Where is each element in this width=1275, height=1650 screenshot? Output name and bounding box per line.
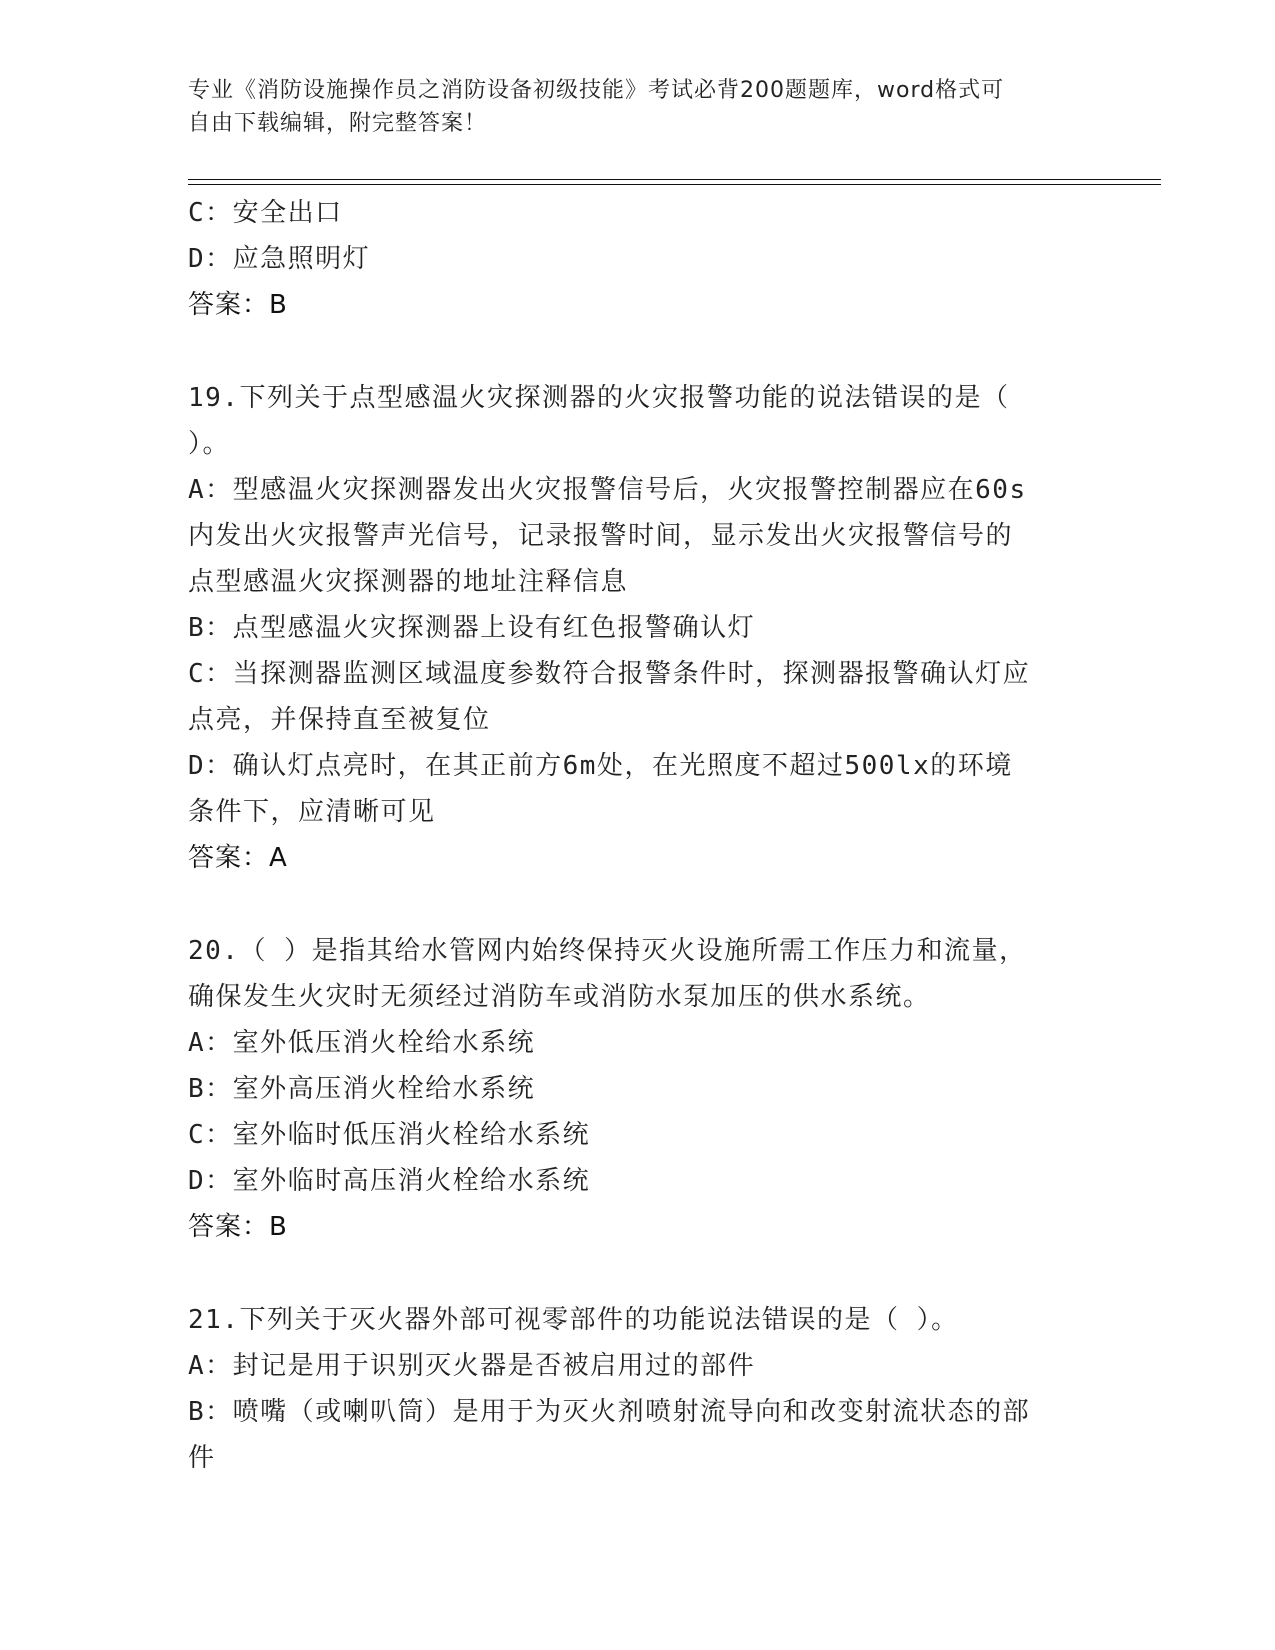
option-a-continued: 内发出火灾报警声光信号，记录报警时间，显示发出火灾报警信号的 <box>188 521 1014 551</box>
header-divider-top <box>188 179 1161 180</box>
question-content <box>188 190 1088 1481</box>
header-line-2: 自由下载编辑，附完整答案！ <box>188 111 488 136</box>
question-18-tail <box>188 190 1088 328</box>
answer-line: 答案：B <box>188 290 288 320</box>
answer-line: 答案：B <box>188 1212 288 1242</box>
option-a: A：封记是用于识别灭火器是否被启用过的部件 <box>188 1351 756 1381</box>
question-19 <box>188 375 1088 881</box>
option-b: B：点型感温火灾探测器上设有红色报警确认灯 <box>188 613 756 643</box>
option-d: D：确认灯点亮时，在其正前方6m处，在光照度不超过500lx的环境 <box>188 751 1013 781</box>
header-divider-bottom <box>188 184 1161 185</box>
spacer <box>188 1250 1088 1297</box>
option-c: C：安全出口 <box>188 198 343 228</box>
option-c-continued: 点亮，并保持直至被复位 <box>188 705 491 735</box>
option-a: A：室外低压消火栓给水系统 <box>188 1028 536 1058</box>
option-b: B：室外高压消火栓给水系统 <box>188 1074 536 1104</box>
spacer <box>188 881 1088 928</box>
question-21 <box>188 1297 1088 1481</box>
option-d: D：应急照明灯 <box>188 244 371 274</box>
option-d: D：室外临时高压消火栓给水系统 <box>188 1166 591 1196</box>
header-line-1: 专业《消防设施操作员之消防设备初级技能》考试必背200题题库，word格式可 <box>188 78 1005 103</box>
option-b: B：喷嘴（或喇叭筒）是用于为灭火剂喷射流导向和改变射流状态的部 <box>188 1397 1031 1427</box>
question-stem-continued: 确保发生火灾时无须经过消防车或消防水泵加压的供水系统。 <box>188 982 931 1012</box>
spacer <box>188 328 1088 375</box>
document-header <box>188 74 1088 140</box>
option-b-continued: 件 <box>188 1443 216 1473</box>
option-a: A：型感温火灾探测器发出火灾报警信号后，火灾报警控制器应在60s <box>188 475 1027 505</box>
option-a-continued: 点型感温火灾探测器的地址注释信息 <box>188 567 629 597</box>
answer-line: 答案：A <box>188 843 288 873</box>
question-stem-continued: ）。 <box>188 429 231 459</box>
question-stem: 19.下列关于点型感温火灾探测器的火灾报警功能的说法错误的是（ <box>188 383 1010 413</box>
option-d-continued: 条件下，应清晰可见 <box>188 797 436 827</box>
question-stem: 20.（ ）是指其给水管网内始终保持灭火设施所需工作压力和流量， <box>188 936 1027 966</box>
option-c: C：室外临时低压消火栓给水系统 <box>188 1120 591 1150</box>
option-c: C：当探测器监测区域温度参数符合报警条件时，探测器报警确认灯应 <box>188 659 1031 689</box>
question-stem: 21.下列关于灭火器外部可视零部件的功能说法错误的是（ ）。 <box>188 1305 959 1335</box>
question-20 <box>188 928 1088 1250</box>
